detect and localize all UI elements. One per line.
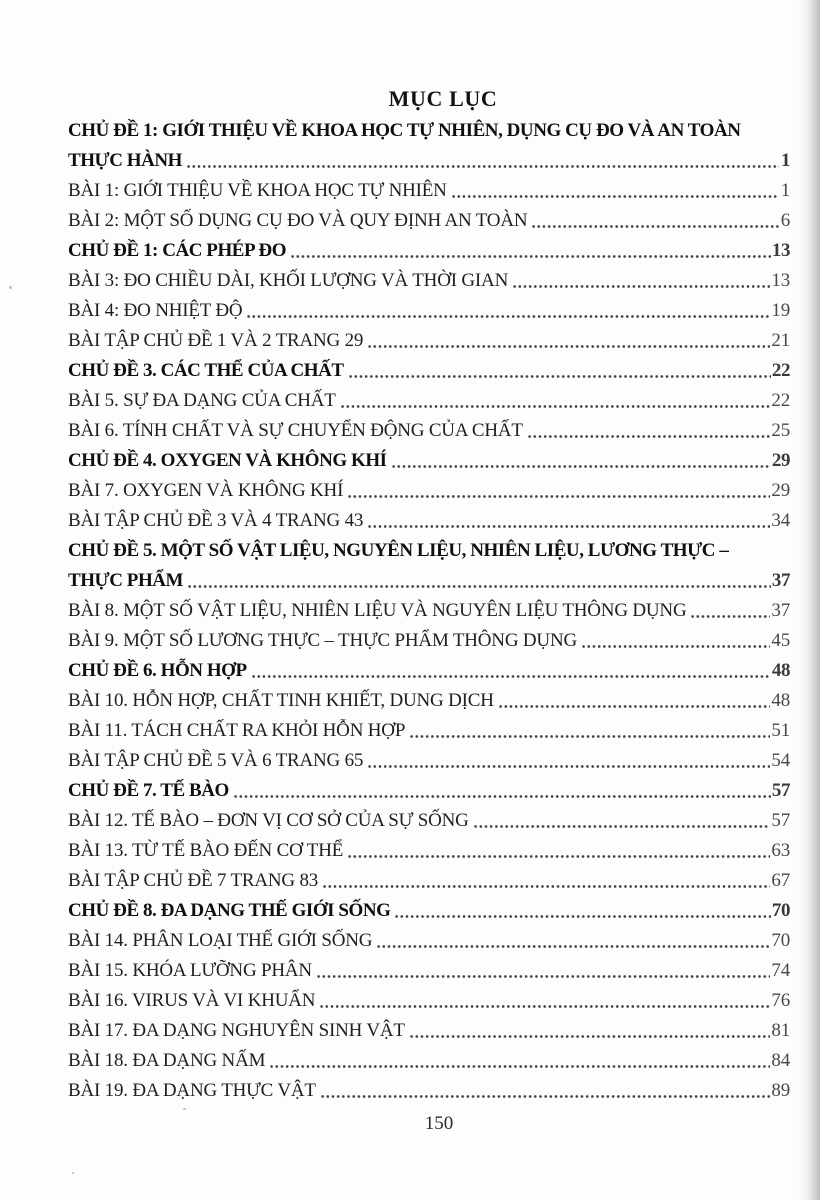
toc-entry bbox=[68, 926, 790, 956]
dot-leader bbox=[187, 566, 771, 596]
toc-entry bbox=[68, 416, 790, 446]
toc-entry-page: 25 bbox=[771, 420, 790, 441]
toc-entry-page: 48 bbox=[771, 690, 790, 711]
dot-leader bbox=[319, 986, 770, 1016]
toc-entry-page: 84 bbox=[771, 1050, 790, 1071]
toc-entry bbox=[68, 896, 790, 926]
dot-leader bbox=[347, 836, 770, 866]
toc-entry bbox=[68, 656, 790, 686]
dot-leader bbox=[320, 1076, 771, 1106]
scan-page-edge-shadow bbox=[798, 0, 820, 1200]
dot-leader bbox=[581, 626, 770, 656]
toc-entry-label: BÀI TẬP CHỦ ĐỀ 5 VÀ 6 TRANG 65 bbox=[68, 750, 364, 771]
toc-entry bbox=[68, 686, 790, 716]
toc-entry-label: BÀI 17. ĐA DẠNG NGHUYÊN SINH VẬT bbox=[68, 1020, 405, 1041]
toc-entry-page: 70 bbox=[771, 900, 790, 921]
toc-entry-label: BÀI 11. TÁCH CHẤT RA KHỎI HỖN HỢP bbox=[68, 720, 406, 741]
toc-entry-page: 76 bbox=[771, 990, 790, 1011]
toc-entry-page: 54 bbox=[771, 750, 790, 771]
toc-entry-page: 6 bbox=[780, 210, 790, 231]
dot-leader bbox=[409, 1016, 771, 1046]
toc-entry-label: CHỦ ĐỀ 6. HỖN HỢP bbox=[68, 660, 247, 681]
toc-entry bbox=[68, 206, 790, 236]
toc-entry-label: BÀI TẬP CHỦ ĐỀ 3 VÀ 4 TRANG 43 bbox=[68, 510, 364, 531]
toc-entry bbox=[68, 476, 790, 506]
toc-entry-label: BÀI 10. HỖN HỢP, CHẤT TINH KHIẾT, DUNG DỊCH bbox=[68, 690, 494, 711]
toc-entry-page: 13 bbox=[771, 270, 790, 291]
toc-entry-label: BÀI TẬP CHỦ ĐỀ 7 TRANG 83 bbox=[68, 870, 319, 891]
toc-entry bbox=[68, 536, 790, 566]
toc-entry-page: 13 bbox=[771, 240, 790, 261]
toc-entry-label: BÀI 1: GIỚI THIỆU VỀ KHOA HỌC TỰ NHIÊN bbox=[68, 180, 447, 201]
toc-entry bbox=[68, 866, 790, 896]
toc-entry-label: BÀI 13. TỪ TẾ BÀO ĐẾN CƠ THỂ bbox=[68, 840, 344, 861]
toc-entry-label: BÀI 9. MỘT SỐ LƯƠNG THỰC – THỰC PHẨM THÔNG DỤNG bbox=[68, 630, 577, 651]
toc-entry-page: 1 bbox=[780, 180, 790, 201]
toc-entry bbox=[68, 566, 790, 596]
toc-entry-page: 37 bbox=[771, 570, 790, 591]
dot-leader bbox=[340, 386, 771, 416]
toc-entry bbox=[68, 506, 790, 536]
toc-entry-label: BÀI 15. KHÓA LƯỠNG PHÂN bbox=[68, 960, 312, 981]
toc-entry bbox=[68, 716, 790, 746]
toc-entry-page: 89 bbox=[771, 1080, 790, 1101]
toc-entry bbox=[68, 746, 790, 776]
toc-entry bbox=[68, 596, 790, 626]
dot-leader bbox=[690, 596, 770, 626]
dot-leader bbox=[348, 356, 771, 386]
toc-entry-page: 29 bbox=[771, 480, 790, 501]
table-of-contents bbox=[68, 84, 790, 1106]
toc-entry-label: BÀI 4: ĐO NHIỆT ĐỘ bbox=[68, 300, 243, 321]
toc-entry-label: BÀI 6. TÍNH CHẤT VÀ SỰ CHUYỂN ĐỘNG CỦA CHẤT bbox=[68, 420, 523, 441]
page-number-footer: 150 bbox=[424, 1113, 454, 1134]
toc-entry-label: CHỦ ĐỀ 1: CÁC PHÉP ĐO bbox=[68, 240, 287, 261]
toc-entry-page: 37 bbox=[771, 600, 790, 621]
toc-entry bbox=[68, 326, 790, 356]
dot-leader bbox=[527, 416, 771, 446]
dot-leader bbox=[233, 776, 771, 806]
toc-entry-page: 1 bbox=[780, 150, 790, 171]
toc-entry-label: BÀI 18. ĐA DẠNG NẤM bbox=[68, 1050, 266, 1071]
toc-entry-page: 48 bbox=[771, 660, 790, 681]
dot-leader bbox=[473, 806, 771, 836]
toc-entry-page: 70 bbox=[771, 930, 790, 951]
dot-leader bbox=[376, 926, 770, 956]
dot-leader bbox=[394, 896, 770, 926]
toc-entry-page: 45 bbox=[771, 630, 790, 651]
toc-entry-label: BÀI 5. SỰ ĐA DẠNG CỦA CHẤT bbox=[68, 390, 336, 411]
toc-entry-label: CHỦ ĐỀ 5. MỘT SỐ VẬT LIỆU, NGUYÊN LIỆU, NHIÊN LIỆU, LƯƠNG THỰC – bbox=[68, 540, 729, 561]
toc-entry-page: 22 bbox=[771, 360, 790, 381]
toc-entry bbox=[68, 146, 790, 176]
dot-leader bbox=[451, 176, 779, 206]
dot-leader bbox=[316, 956, 770, 986]
toc-entry bbox=[68, 1076, 790, 1106]
toc-entry-label: BÀI 2: MỘT SỐ DỤNG CỤ ĐO VÀ QUY ĐỊNH AN TOÀN bbox=[68, 210, 528, 231]
dot-leader bbox=[322, 866, 770, 896]
toc-entry bbox=[68, 386, 790, 416]
toc-entry-label: BÀI 7. OXYGEN VÀ KHÔNG KHÍ bbox=[68, 480, 344, 501]
toc-entry bbox=[68, 836, 790, 866]
toc-entry-label: CHỦ ĐỀ 1: GIỚI THIỆU VỀ KHOA HỌC TỰ NHIÊN, DỤNG CỤ ĐO VÀ AN TOÀN bbox=[68, 120, 741, 141]
toc-entry bbox=[68, 986, 790, 1016]
toc-entry bbox=[68, 236, 790, 266]
toc-entry-page: 51 bbox=[771, 720, 790, 741]
toc-entry bbox=[68, 116, 790, 146]
toc-entry-page: 34 bbox=[771, 510, 790, 531]
toc-entry bbox=[68, 1016, 790, 1046]
toc-entry-label: THỰC HÀNH bbox=[68, 150, 182, 171]
toc-entry-page: 63 bbox=[771, 840, 790, 861]
toc-entry-page: 22 bbox=[771, 390, 790, 411]
toc-entry-page: 57 bbox=[771, 780, 790, 801]
dot-leader bbox=[367, 326, 770, 356]
toc-entry-page: 81 bbox=[771, 1020, 790, 1041]
dot-leader bbox=[409, 716, 770, 746]
toc-entry bbox=[68, 296, 790, 326]
toc-rows bbox=[68, 116, 790, 1106]
toc-entry-label: BÀI 14. PHÂN LOẠI THẾ GIỚI SỐNG bbox=[68, 930, 373, 951]
toc-entry bbox=[68, 806, 790, 836]
toc-entry bbox=[68, 626, 790, 656]
toc-entry-page: 29 bbox=[771, 450, 790, 471]
scan-speck bbox=[183, 1108, 186, 1110]
dot-leader bbox=[347, 476, 770, 506]
dot-leader bbox=[290, 236, 771, 266]
toc-entry-label: THỰC PHẨM bbox=[68, 570, 184, 591]
page-title: MỤC LỤC bbox=[388, 86, 498, 111]
toc-entry bbox=[68, 1046, 790, 1076]
toc-entry-label: BÀI 3: ĐO CHIỀU DÀI, KHỐI LƯỢNG VÀ THỜI GIAN bbox=[68, 270, 509, 291]
dot-leader bbox=[251, 656, 771, 686]
toc-entry bbox=[68, 266, 790, 296]
toc-entry bbox=[68, 356, 790, 386]
dot-leader bbox=[269, 1046, 770, 1076]
toc-entry-label: CHỦ ĐỀ 7. TẾ BÀO bbox=[68, 780, 229, 801]
dot-leader bbox=[512, 266, 770, 296]
toc-entry bbox=[68, 446, 790, 476]
toc-entry bbox=[68, 776, 790, 806]
toc-entry-label: BÀI 19. ĐA DẠNG THỰC VẬT bbox=[68, 1080, 316, 1101]
toc-entry-page: 74 bbox=[771, 960, 790, 981]
toc-entry-page: 21 bbox=[771, 330, 790, 351]
dot-leader bbox=[531, 206, 779, 236]
toc-entry-label: CHỦ ĐỀ 3. CÁC THỂ CỦA CHẤT bbox=[68, 360, 344, 381]
scan-speck bbox=[72, 1172, 74, 1174]
dot-leader bbox=[246, 296, 770, 326]
toc-entry bbox=[68, 956, 790, 986]
scan-speck bbox=[9, 286, 12, 289]
toc-entry-page: 57 bbox=[771, 810, 790, 831]
dot-leader bbox=[498, 686, 771, 716]
dot-leader bbox=[367, 506, 770, 536]
toc-entry-label: BÀI 12. TẾ BÀO – ĐƠN VỊ CƠ SỞ CỦA SỰ SỐNG bbox=[68, 810, 469, 831]
toc-entry-label: CHỦ ĐỀ 4. OXYGEN VÀ KHÔNG KHÍ bbox=[68, 450, 387, 471]
toc-entry-page: 19 bbox=[771, 300, 790, 321]
toc-entry-label: CHỦ ĐỀ 8. ĐA DẠNG THẾ GIỚI SỐNG bbox=[68, 900, 391, 921]
dot-leader bbox=[367, 746, 770, 776]
toc-entry-label: BÀI 16. VIRUS VÀ VI KHUẨN bbox=[68, 990, 316, 1011]
dot-leader bbox=[391, 446, 771, 476]
toc-entry-label: BÀI TẬP CHỦ ĐỀ 1 VÀ 2 TRANG 29 bbox=[68, 330, 364, 351]
toc-entry-page: 67 bbox=[771, 870, 790, 891]
toc-entry bbox=[68, 176, 790, 206]
dot-leader bbox=[186, 146, 779, 176]
toc-entry-label: BÀI 8. MỘT SỐ VẬT LIỆU, NHIÊN LIỆU VÀ NGUYÊN LIỆU THÔNG DỤNG bbox=[68, 600, 687, 621]
